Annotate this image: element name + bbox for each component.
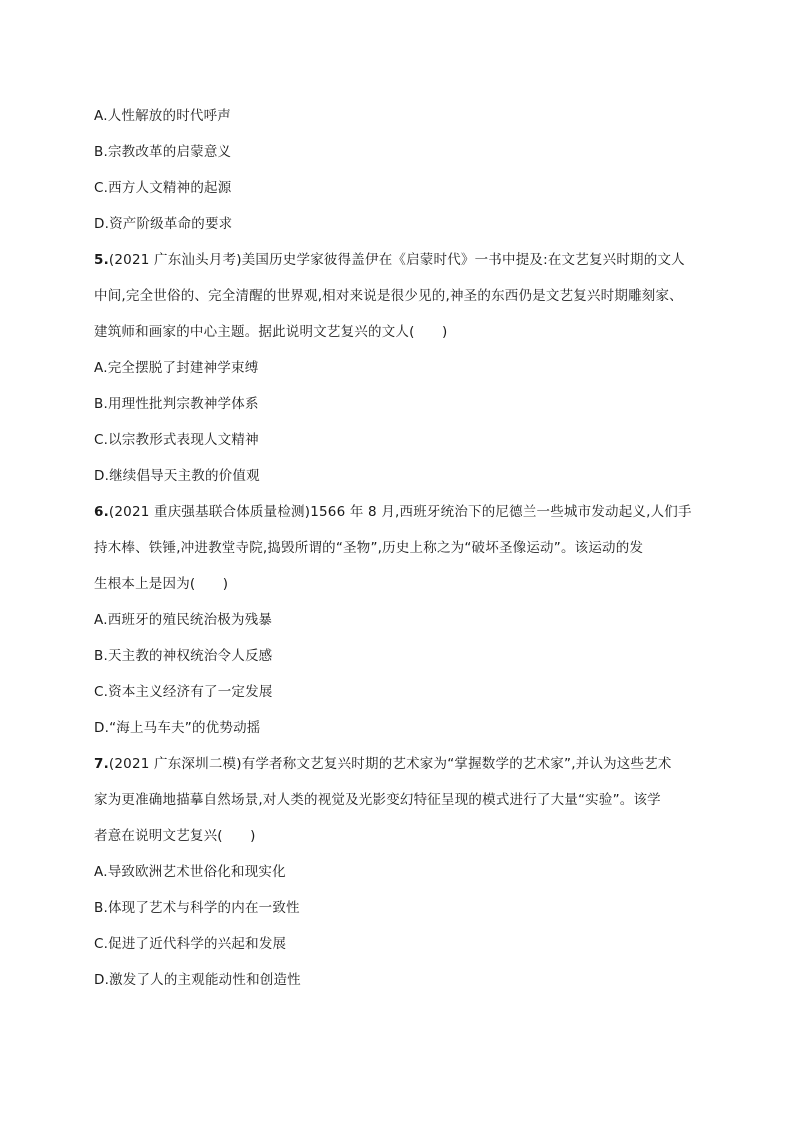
q6-stem-line-2: 持木棒、铁锤,冲进教堂寺院,捣毁所谓的“圣物”,历史上称之为“破坏圣像运动”。该运动的发: [94, 540, 644, 556]
q6-stem-line-3: 生根本上是因为( ): [94, 576, 229, 592]
q7-option-a: A.导致欧洲艺术世俗化和现实化: [94, 864, 286, 880]
q7-stem-line-2: 家为更准确地描摹自然场景,对人类的视觉及光影变幻特征呈现的模式进行了大量“实验”。该学: [94, 792, 661, 808]
q7-option-b: B.体现了艺术与科学的内在一致性: [94, 900, 300, 916]
q7-text-1: (2021 广东深圳二模)有学者称文艺复兴时期的艺术家为“掌握数学的艺术家”,并认为这些艺术: [108, 756, 672, 772]
q4-option-d: D.资产阶级革命的要求: [94, 216, 233, 232]
q5-number: 5.: [94, 252, 109, 268]
q6-option-b: B.天主教的神权统治令人反感: [94, 648, 273, 664]
q6-option-a: A.西班牙的殖民统治极为残暴: [94, 612, 273, 628]
q5-option-c: C.以宗教形式表现人文精神: [94, 432, 259, 448]
q5-option-a: A.完全摆脱了封建神学束缚: [94, 360, 259, 376]
q7-stem-line-1: [94, 754, 714, 774]
q5-stem-line-1: [94, 250, 714, 270]
q6-text-1: (2021 重庆强基联合体质量检测)1566 年 8 月,西班牙统治下的尼德兰一些城市发动起义,人们手: [108, 504, 692, 520]
q5-text-1: (2021 广东汕头月考)美国历史学家彼得盖伊在《启蒙时代》一书中提及:在文艺复兴时期的文人: [108, 252, 685, 268]
q6-number: 6.: [94, 504, 109, 520]
q7-option-d: D.激发了人的主观能动性和创造性: [94, 972, 301, 988]
q5-stem-line-2: 中间,完全世俗的、完全清醒的世界观,相对来说是很少见的,神圣的东西仍是文艺复兴时期雕刻家、: [94, 288, 683, 304]
q7-stem-line-3: 者意在说明文艺复兴( ): [94, 828, 256, 844]
q6-option-d: D.“海上马车夫”的优势动摇: [94, 720, 261, 736]
q7-option-c: C.促进了近代科学的兴起和发展: [94, 936, 287, 952]
q4-option-c: C.西方人文精神的起源: [94, 180, 232, 196]
q4-option-a: A.人性解放的时代呼声: [94, 108, 231, 124]
q5-option-b: B.用理性批判宗教神学体系: [94, 396, 259, 412]
q6-option-c: C.资本主义经济有了一定发展: [94, 684, 273, 700]
q4-option-b: B.宗教改革的启蒙意义: [94, 144, 232, 160]
q7-number: 7.: [94, 756, 109, 772]
q5-stem-line-3: 建筑师和画家的中心主题。据此说明文艺复兴的文人( ): [94, 324, 448, 340]
q6-stem-line-1: [94, 502, 714, 522]
q5-option-d: D.继续倡导天主教的价值观: [94, 468, 260, 484]
